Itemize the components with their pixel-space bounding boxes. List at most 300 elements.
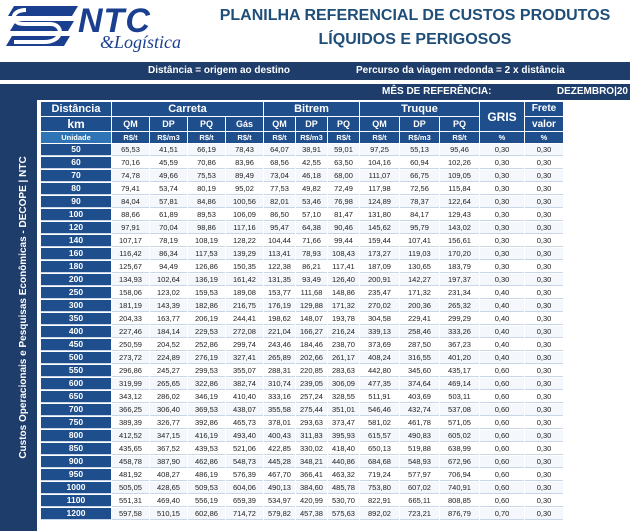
value-cell: 374,64 bbox=[400, 378, 439, 390]
value-cell: 70,86 bbox=[188, 157, 225, 169]
value-cell: 438,07 bbox=[226, 404, 263, 416]
value-cell: 740,91 bbox=[440, 482, 479, 494]
value-cell: 469,14 bbox=[440, 378, 479, 390]
table-row bbox=[41, 404, 563, 416]
value-cell: 605,02 bbox=[440, 430, 479, 442]
value-cell: 78,19 bbox=[150, 235, 187, 247]
distance-cell: 180 bbox=[41, 261, 111, 273]
value-cell: 461,78 bbox=[400, 417, 439, 429]
value-cell: 418,40 bbox=[328, 443, 359, 455]
sub-header: DP bbox=[400, 117, 439, 131]
value-cell: 170,20 bbox=[440, 248, 479, 260]
value-cell: 244,41 bbox=[226, 313, 263, 325]
value-cell: 0,30 bbox=[525, 391, 563, 403]
distance-cell: 80 bbox=[41, 183, 111, 195]
value-cell: 184,46 bbox=[296, 339, 327, 351]
value-cell: 0,30 bbox=[480, 144, 524, 156]
value-cell: 465,73 bbox=[226, 417, 263, 429]
value-cell: 80,19 bbox=[188, 183, 225, 195]
value-cell: 442,80 bbox=[360, 365, 399, 377]
value-cell: 0,60 bbox=[480, 482, 524, 494]
distance-cell: 450 bbox=[41, 339, 111, 351]
value-cell: 389,39 bbox=[112, 417, 149, 429]
value-cell: 490,13 bbox=[264, 482, 295, 494]
value-cell: 373,47 bbox=[328, 417, 359, 429]
value-cell: 84,04 bbox=[112, 196, 149, 208]
distance-cell: 50 bbox=[41, 144, 111, 156]
value-cell: 408,24 bbox=[360, 352, 399, 364]
value-cell: 163,77 bbox=[150, 313, 187, 325]
value-cell: 351,01 bbox=[328, 404, 359, 416]
value-cell: 270,02 bbox=[360, 300, 399, 312]
distance-cell: 350 bbox=[41, 313, 111, 325]
distance-cell: 600 bbox=[41, 378, 111, 390]
value-cell: 265,65 bbox=[150, 378, 187, 390]
value-cell: 822,91 bbox=[360, 495, 399, 507]
value-cell: 400,43 bbox=[264, 430, 295, 442]
distance-header: Distância bbox=[41, 102, 111, 116]
value-cell: 61,89 bbox=[150, 209, 187, 221]
unit-cell: R$/m3 bbox=[296, 132, 327, 143]
value-cell: 0,30 bbox=[525, 209, 563, 221]
value-cell: 299,29 bbox=[440, 313, 479, 325]
unit-cell: R$/t bbox=[226, 132, 263, 143]
distance-cell: 400 bbox=[41, 326, 111, 338]
value-cell: 0,30 bbox=[525, 508, 563, 520]
value-cell: 126,40 bbox=[328, 274, 359, 286]
value-cell: 71,66 bbox=[296, 235, 327, 247]
value-cell: 245,27 bbox=[150, 365, 187, 377]
value-cell: 293,63 bbox=[296, 417, 327, 429]
value-cell: 204,52 bbox=[150, 339, 187, 351]
distance-cell: 160 bbox=[41, 248, 111, 260]
value-cell: 0,30 bbox=[525, 469, 563, 481]
value-cell: 128,22 bbox=[226, 235, 263, 247]
value-cell: 0,60 bbox=[480, 391, 524, 403]
value-cell: 546,46 bbox=[360, 404, 399, 416]
truque-header: Truque bbox=[360, 102, 479, 116]
value-cell: 753,80 bbox=[360, 482, 399, 494]
value-cell: 326,77 bbox=[150, 417, 187, 429]
value-cell: 86,21 bbox=[296, 261, 327, 273]
value-cell: 239,05 bbox=[296, 378, 327, 390]
value-cell: 104,16 bbox=[360, 157, 399, 169]
value-cell: 0,60 bbox=[480, 404, 524, 416]
value-cell: 99,44 bbox=[328, 235, 359, 247]
value-cell: 638,99 bbox=[440, 443, 479, 455]
value-cell: 100,56 bbox=[226, 196, 263, 208]
value-cell: 108,19 bbox=[188, 235, 225, 247]
value-cell: 88,66 bbox=[112, 209, 149, 221]
value-cell: 477,35 bbox=[360, 378, 399, 390]
distance-cell: 250 bbox=[41, 287, 111, 299]
value-cell: 49,82 bbox=[296, 183, 327, 195]
value-cell: 45,59 bbox=[150, 157, 187, 169]
table-row bbox=[41, 261, 563, 273]
unit-cell: R$/t bbox=[264, 132, 295, 143]
value-cell: 0,60 bbox=[480, 417, 524, 429]
value-cell: 106,09 bbox=[226, 209, 263, 221]
value-cell: 89,53 bbox=[188, 209, 225, 221]
table-row bbox=[41, 274, 563, 286]
value-cell: 876,79 bbox=[440, 508, 479, 520]
value-cell: 602,86 bbox=[188, 508, 225, 520]
distance-cell: 850 bbox=[41, 443, 111, 455]
value-cell: 490,83 bbox=[400, 430, 439, 442]
distance-cell: 120 bbox=[41, 222, 111, 234]
value-cell: 111,68 bbox=[296, 287, 327, 299]
sub-header: QM bbox=[264, 117, 295, 131]
value-cell: 306,40 bbox=[150, 404, 187, 416]
value-cell: 171,32 bbox=[328, 300, 359, 312]
value-cell: 200,91 bbox=[360, 274, 399, 286]
distance-cell: 100 bbox=[41, 209, 111, 221]
distance-cell: 70 bbox=[41, 170, 111, 182]
value-cell: 510,15 bbox=[150, 508, 187, 520]
value-cell: 0,30 bbox=[480, 222, 524, 234]
value-cell: 129,88 bbox=[296, 300, 327, 312]
sub-header: QM bbox=[360, 117, 399, 131]
value-cell: 139,29 bbox=[226, 248, 263, 260]
value-cell: 0,60 bbox=[480, 378, 524, 390]
value-cell: 113,41 bbox=[264, 248, 295, 260]
value-cell: 0,30 bbox=[525, 352, 563, 364]
value-cell: 347,15 bbox=[150, 430, 187, 442]
value-cell: 672,96 bbox=[440, 456, 479, 468]
value-cell: 77,53 bbox=[264, 183, 295, 195]
value-cell: 131,35 bbox=[264, 274, 295, 286]
km-header: km bbox=[41, 117, 111, 131]
value-cell: 243,46 bbox=[264, 339, 295, 351]
value-cell: 571,05 bbox=[440, 417, 479, 429]
value-cell: 107,17 bbox=[112, 235, 149, 247]
value-cell: 64,07 bbox=[264, 144, 295, 156]
value-cell: 72,56 bbox=[400, 183, 439, 195]
value-cell: 355,07 bbox=[226, 365, 263, 377]
value-cell: 134,93 bbox=[112, 274, 149, 286]
value-cell: 250,59 bbox=[112, 339, 149, 351]
value-cell: 95,47 bbox=[264, 222, 295, 234]
value-cell: 706,94 bbox=[440, 469, 479, 481]
value-cell: 108,43 bbox=[328, 248, 359, 260]
value-cell: 148,86 bbox=[328, 287, 359, 299]
value-cell: 311,83 bbox=[296, 430, 327, 442]
value-cell: 68,00 bbox=[328, 170, 359, 182]
value-cell: 607,02 bbox=[400, 482, 439, 494]
value-cell: 0,30 bbox=[525, 144, 563, 156]
value-cell: 0,30 bbox=[525, 183, 563, 195]
value-cell: 66,19 bbox=[188, 144, 225, 156]
value-cell: 597,58 bbox=[112, 508, 149, 520]
distance-cell: 1000 bbox=[41, 482, 111, 494]
route-note: Percurso da viagem redonda = 2 x distância bbox=[356, 65, 565, 76]
value-cell: 548,73 bbox=[226, 456, 263, 468]
table-row bbox=[41, 170, 563, 182]
table-row bbox=[41, 183, 563, 195]
value-cell: 575,63 bbox=[328, 508, 359, 520]
value-cell: 534,97 bbox=[264, 495, 295, 507]
value-cell: 193,78 bbox=[328, 313, 359, 325]
value-cell: 0,30 bbox=[525, 170, 563, 182]
value-cell: 64,38 bbox=[296, 222, 327, 234]
value-cell: 382,74 bbox=[226, 378, 263, 390]
value-cell: 229,41 bbox=[400, 313, 439, 325]
value-cell: 412,52 bbox=[112, 430, 149, 442]
table-row bbox=[41, 248, 563, 260]
distance-cell: 90 bbox=[41, 196, 111, 208]
table-row bbox=[41, 417, 563, 429]
value-cell: 392,86 bbox=[188, 417, 225, 429]
value-cell: 117,98 bbox=[360, 183, 399, 195]
sub-header: Gás bbox=[226, 117, 263, 131]
value-cell: 892,02 bbox=[360, 508, 399, 520]
logo-subbrand: &Logística bbox=[100, 32, 182, 52]
value-cell: 82,01 bbox=[264, 196, 295, 208]
value-cell: 73,04 bbox=[264, 170, 295, 182]
value-cell: 422,85 bbox=[264, 443, 295, 455]
value-cell: 384,60 bbox=[296, 482, 327, 494]
value-cell: 94,49 bbox=[150, 261, 187, 273]
value-cell: 548,93 bbox=[400, 456, 439, 468]
value-cell: 224,89 bbox=[150, 352, 187, 364]
table-row bbox=[41, 469, 563, 481]
value-cell: 556,19 bbox=[188, 495, 225, 507]
value-cell: 81,47 bbox=[328, 209, 359, 221]
value-cell: 378,01 bbox=[264, 417, 295, 429]
value-cell: 0,30 bbox=[525, 417, 563, 429]
value-cell: 0,30 bbox=[525, 235, 563, 247]
distance-cell: 300 bbox=[41, 300, 111, 312]
cost-table bbox=[40, 101, 564, 521]
value-cell: 509,53 bbox=[188, 482, 225, 494]
value-cell: 723,21 bbox=[400, 508, 439, 520]
value-cell: 97,25 bbox=[360, 144, 399, 156]
value-cell: 0,60 bbox=[480, 430, 524, 442]
value-cell: 296,86 bbox=[112, 365, 149, 377]
value-cell: 445,28 bbox=[264, 456, 295, 468]
value-cell: 0,60 bbox=[480, 456, 524, 468]
value-cell: 521,06 bbox=[226, 443, 263, 455]
value-cell: 0,30 bbox=[525, 443, 563, 455]
value-cell: 604,06 bbox=[226, 482, 263, 494]
distance-cell: 1200 bbox=[41, 508, 111, 520]
value-cell: 469,40 bbox=[150, 495, 187, 507]
value-cell: 86,34 bbox=[150, 248, 187, 260]
value-cell: 78,43 bbox=[226, 144, 263, 156]
value-cell: 202,66 bbox=[296, 352, 327, 364]
value-cell: 220,85 bbox=[296, 365, 327, 377]
value-cell: 49,66 bbox=[150, 170, 187, 182]
value-cell: 439,53 bbox=[188, 443, 225, 455]
table-body bbox=[41, 144, 563, 520]
value-cell: 0,30 bbox=[480, 261, 524, 273]
value-cell: 343,12 bbox=[112, 391, 149, 403]
value-cell: 0,30 bbox=[525, 404, 563, 416]
info-band bbox=[0, 62, 630, 80]
distance-cell: 700 bbox=[41, 404, 111, 416]
value-cell: 503,11 bbox=[440, 391, 479, 403]
sub-header: DP bbox=[296, 117, 327, 131]
value-cell: 238,70 bbox=[328, 339, 359, 351]
value-cell: 299,74 bbox=[226, 339, 263, 351]
value-cell: 367,23 bbox=[440, 339, 479, 351]
value-cell: 0,30 bbox=[525, 313, 563, 325]
value-cell: 0,40 bbox=[480, 300, 524, 312]
value-cell: 131,80 bbox=[360, 209, 399, 221]
value-cell: 511,91 bbox=[360, 391, 399, 403]
table-row bbox=[41, 391, 563, 403]
value-cell: 435,17 bbox=[440, 365, 479, 377]
table-row bbox=[41, 326, 563, 338]
value-cell: 158,06 bbox=[112, 287, 149, 299]
value-cell: 235,47 bbox=[360, 287, 399, 299]
value-cell: 366,41 bbox=[296, 469, 327, 481]
value-cell: 75,53 bbox=[188, 170, 225, 182]
sub-header: PQ bbox=[328, 117, 359, 131]
value-cell: 299,53 bbox=[188, 365, 225, 377]
value-cell: 463,32 bbox=[328, 469, 359, 481]
value-cell: 304,58 bbox=[360, 313, 399, 325]
unit-header: Unidade bbox=[41, 132, 111, 143]
value-cell: 0,30 bbox=[480, 157, 524, 169]
unit-cell: R$/t bbox=[188, 132, 225, 143]
value-cell: 714,72 bbox=[226, 508, 263, 520]
value-cell: 0,40 bbox=[480, 287, 524, 299]
value-cell: 200,36 bbox=[400, 300, 439, 312]
distance-cell: 650 bbox=[41, 391, 111, 403]
distance-cell: 800 bbox=[41, 430, 111, 442]
value-cell: 187,09 bbox=[360, 261, 399, 273]
unit-cell: R$/m3 bbox=[150, 132, 187, 143]
value-cell: 181,19 bbox=[112, 300, 149, 312]
value-cell: 204,33 bbox=[112, 313, 149, 325]
value-cell: 481,92 bbox=[112, 469, 149, 481]
value-cell: 0,30 bbox=[525, 261, 563, 273]
value-cell: 577,97 bbox=[400, 469, 439, 481]
value-cell: 53,46 bbox=[296, 196, 327, 208]
value-cell: 505,05 bbox=[112, 482, 149, 494]
table-row bbox=[41, 235, 563, 247]
value-cell: 0,30 bbox=[525, 495, 563, 507]
distance-cell: 900 bbox=[41, 456, 111, 468]
value-cell: 153,77 bbox=[264, 287, 295, 299]
value-cell: 90,46 bbox=[328, 222, 359, 234]
value-cell: 0,60 bbox=[480, 443, 524, 455]
value-cell: 166,27 bbox=[296, 326, 327, 338]
value-cell: 63,50 bbox=[328, 157, 359, 169]
value-cell: 387,90 bbox=[150, 456, 187, 468]
table-row bbox=[41, 287, 563, 299]
value-cell: 316,55 bbox=[400, 352, 439, 364]
value-cell: 184,14 bbox=[150, 326, 187, 338]
value-cell: 95,46 bbox=[440, 144, 479, 156]
value-cell: 86,50 bbox=[264, 209, 295, 221]
value-cell: 493,40 bbox=[226, 430, 263, 442]
value-cell: 458,78 bbox=[112, 456, 149, 468]
value-cell: 355,58 bbox=[264, 404, 295, 416]
unit-cell: R$/m3 bbox=[400, 132, 439, 143]
value-cell: 126,86 bbox=[188, 261, 225, 273]
distance-cell: 1100 bbox=[41, 495, 111, 507]
value-cell: 143,39 bbox=[150, 300, 187, 312]
value-cell: 95,79 bbox=[400, 222, 439, 234]
value-cell: 74,78 bbox=[112, 170, 149, 182]
unit-cell: R$/t bbox=[440, 132, 479, 143]
value-cell: 229,53 bbox=[188, 326, 225, 338]
value-cell: 0,30 bbox=[525, 222, 563, 234]
table-row bbox=[41, 209, 563, 221]
value-cell: 70,16 bbox=[112, 157, 149, 169]
value-cell: 102,64 bbox=[150, 274, 187, 286]
value-cell: 537,08 bbox=[440, 404, 479, 416]
value-cell: 0,30 bbox=[525, 300, 563, 312]
value-cell: 366,25 bbox=[112, 404, 149, 416]
value-cell: 107,41 bbox=[400, 235, 439, 247]
value-cell: 122,38 bbox=[264, 261, 295, 273]
value-cell: 319,99 bbox=[112, 378, 149, 390]
value-cell: 97,91 bbox=[112, 222, 149, 234]
value-cell: 0,30 bbox=[525, 274, 563, 286]
value-cell: 72,49 bbox=[328, 183, 359, 195]
value-cell: 84,17 bbox=[400, 209, 439, 221]
value-cell: 659,39 bbox=[226, 495, 263, 507]
value-cell: 161,42 bbox=[226, 274, 263, 286]
value-cell: 369,53 bbox=[188, 404, 225, 416]
value-cell: 401,20 bbox=[440, 352, 479, 364]
value-cell: 530,70 bbox=[328, 495, 359, 507]
value-cell: 231,34 bbox=[440, 287, 479, 299]
frete-header: Frete bbox=[525, 102, 563, 116]
value-cell: 665,11 bbox=[400, 495, 439, 507]
value-cell: 408,27 bbox=[150, 469, 187, 481]
value-cell: 339,13 bbox=[360, 326, 399, 338]
value-cell: 258,46 bbox=[400, 326, 439, 338]
value-cell: 129,43 bbox=[440, 209, 479, 221]
value-cell: 125,67 bbox=[112, 261, 149, 273]
value-cell: 403,69 bbox=[400, 391, 439, 403]
value-cell: 183,79 bbox=[440, 261, 479, 273]
value-cell: 420,99 bbox=[296, 495, 327, 507]
value-cell: 0,30 bbox=[480, 248, 524, 260]
value-cell: 435,65 bbox=[112, 443, 149, 455]
value-cell: 576,39 bbox=[226, 469, 263, 481]
value-cell: 79,41 bbox=[112, 183, 149, 195]
value-cell: 60,94 bbox=[400, 157, 439, 169]
sub-header: DP bbox=[150, 117, 187, 131]
table-row bbox=[41, 365, 563, 377]
reference-month-value: DEZEMBRO|20 bbox=[556, 86, 628, 97]
value-cell: 0,30 bbox=[525, 196, 563, 208]
page-title-line2: LÍQUIDOS E PERIGOSOS bbox=[318, 31, 512, 48]
value-cell: 367,52 bbox=[150, 443, 187, 455]
value-cell: 345,60 bbox=[400, 365, 439, 377]
value-cell: 615,57 bbox=[360, 430, 399, 442]
value-cell: 143,02 bbox=[440, 222, 479, 234]
value-cell: 109,05 bbox=[440, 170, 479, 182]
value-cell: 124,89 bbox=[360, 196, 399, 208]
value-cell: 486,19 bbox=[188, 469, 225, 481]
ntc-logo bbox=[4, 2, 182, 54]
value-cell: 346,19 bbox=[188, 391, 225, 403]
table-row bbox=[41, 196, 563, 208]
table-row bbox=[41, 352, 563, 364]
value-cell: 581,02 bbox=[360, 417, 399, 429]
value-cell: 333,16 bbox=[264, 391, 295, 403]
value-cell: 221,04 bbox=[264, 326, 295, 338]
distance-cell: 550 bbox=[41, 365, 111, 377]
value-cell: 257,24 bbox=[296, 391, 327, 403]
value-cell: 66,75 bbox=[400, 170, 439, 182]
